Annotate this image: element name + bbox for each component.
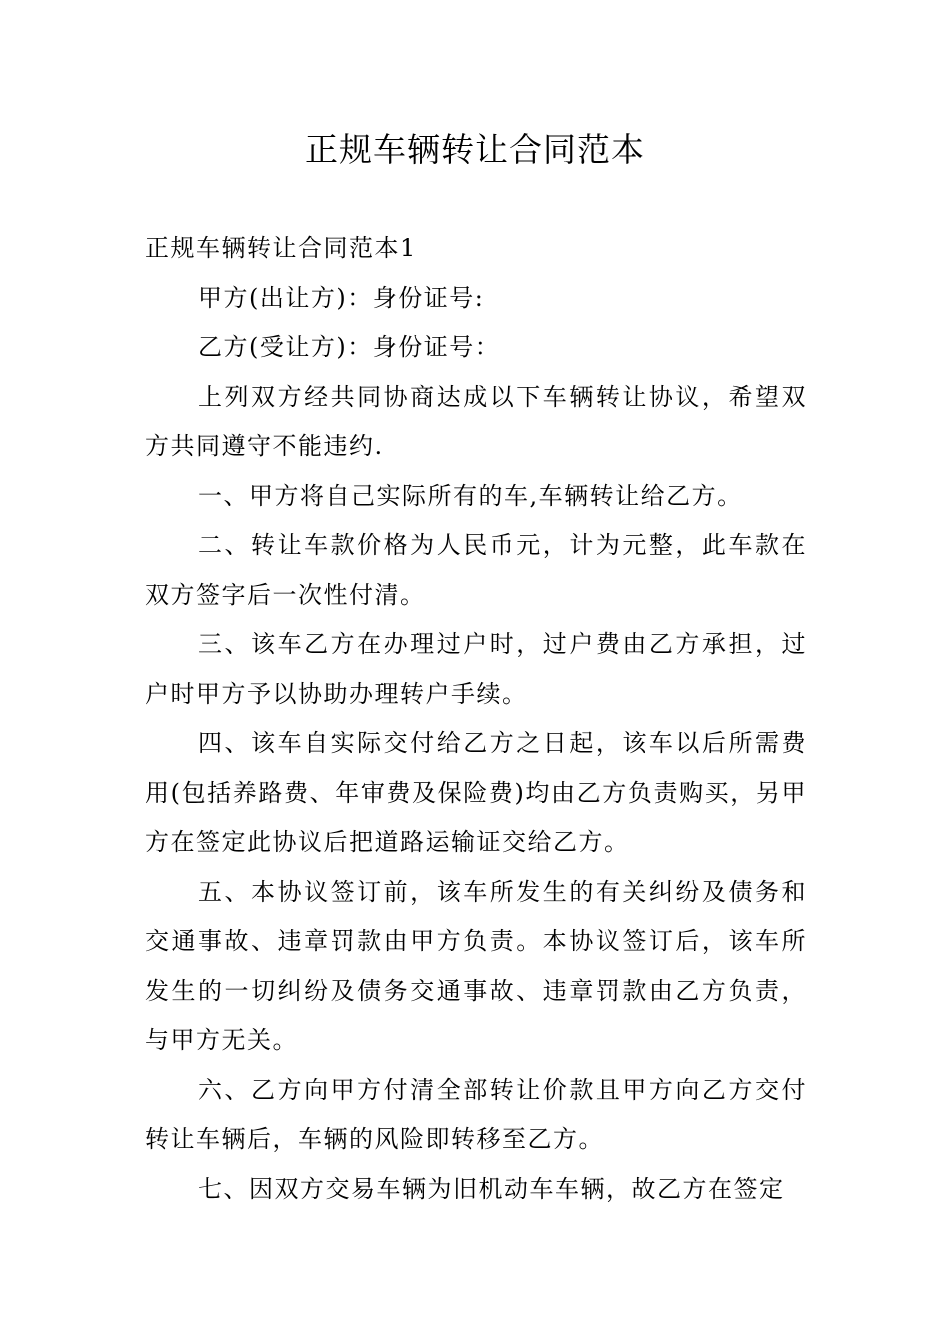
section-heading: 正规车辆转让合同范本1 [145, 234, 417, 262]
document-body [145, 224, 807, 1214]
clause-5: 五、本协议签订前，该车所发生的有关纠纷及债务和交通事故、违章罚款由甲方负责。本协议签订后，该车所发生的一切纠纷及债务交通事故、违章罚款由乙方负责，与甲方无关。 [145, 877, 807, 1054]
clause-2: 二、转让车款价格为人民币元，计为元整，此车款在双方签字后一次性付清。 [145, 531, 807, 609]
clause-1: 一、甲方将自己实际所有的车,车辆转让给乙方。 [198, 481, 743, 510]
clause-7: 七、因双方交易车辆为旧机动车车辆，故乙方在签定 [198, 1174, 785, 1203]
preamble-paragraph: 上列双方经共同协商达成以下车辆转让协议，希望双方共同遵守不能违约. [145, 382, 807, 460]
document-title: 正规车辆转让合同范本 [305, 130, 645, 169]
clause-4: 四、该车自实际交付给乙方之日起，该车以后所需费用(包括养路费、年审费及保险费)均由乙方负责购买，另甲方在签定此协议后把道路运输证交给乙方。 [145, 729, 807, 856]
clause-6: 六、乙方向甲方付清全部转让价款且甲方向乙方交付转让车辆后，车辆的风险即转移至乙方。 [145, 1075, 807, 1153]
party-b-line: 乙方(受让方)：身份证号： [198, 333, 501, 361]
clause-3: 三、该车乙方在办理过户时，过户费由乙方承担，过户时甲方予以协助办理转户手续。 [145, 630, 807, 708]
party-a-line: 甲方(出让方)：身份证号: [198, 283, 485, 312]
